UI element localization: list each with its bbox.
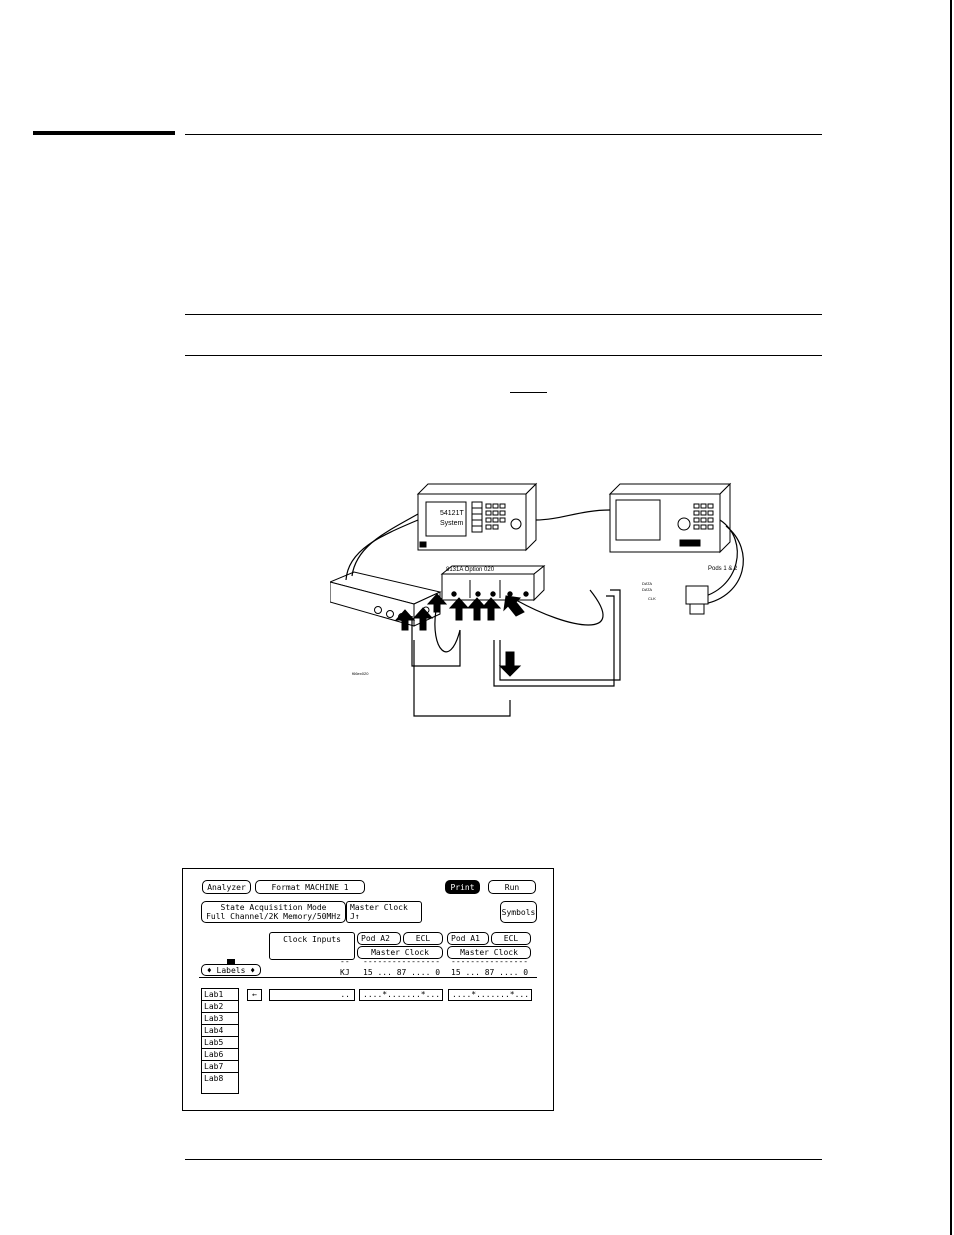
note-top-rule [185,314,822,315]
module-label: 8131A Option 020 [446,567,495,573]
acquisition-mode-button[interactable] [201,901,346,923]
pod-a1-button[interactable]: Pod A1 [447,932,489,945]
data-label: DATA [642,581,653,586]
probe-label: Pods 1 & 2 [708,566,738,572]
pod-a1-pattern-field[interactable]: ....*.......*... [448,989,532,1001]
overline-mark [510,392,547,393]
figure-code: f66ex020 [352,671,369,676]
kj-dashes: -- [340,957,350,966]
master-clock-a1-button[interactable]: Master Clock [447,946,531,959]
scope-mainframe [418,484,536,550]
label-item[interactable]: Lab2 [202,1001,238,1013]
label-item[interactable]: Lab1 [202,989,238,1001]
label-list [201,988,239,1094]
analyzer-mainframe [610,484,730,552]
labels-button[interactable]: ♦ Labels ♦ [201,964,261,976]
kj-header: KJ [340,968,350,977]
label-item[interactable]: Lab6 [202,1049,238,1061]
label-item[interactable]: Lab7 [202,1061,238,1073]
scope-label-line1: 54121T [440,510,464,517]
format-button[interactable]: Format MACHINE 1 [255,880,365,894]
pod-a2-pattern-field[interactable]: ....*.......*... [359,989,443,1001]
acq-mode-line1: State Acquisition Mode [220,903,327,912]
master-clock-a2-button[interactable]: Master Clock [357,946,443,959]
a2-dashes: ---------------- [363,957,441,966]
analyzer-button[interactable]: Analyzer [202,880,251,894]
label-item[interactable]: Lab3 [202,1013,238,1025]
symbols-button[interactable]: Symbols [500,901,537,923]
clock-inputs-label: Clock Inputs [283,935,341,944]
section-tab-bar [33,131,175,135]
label-item[interactable]: Lab5 [202,1037,238,1049]
master-clock-title: Master Clock [350,903,408,912]
format-screen [182,868,554,1111]
setup-diagram-svg [330,480,770,720]
print-button[interactable]: Print [445,880,480,894]
ecl-a2-button[interactable]: ECL [403,932,443,945]
ecl-a1-button[interactable]: ECL [491,932,531,945]
probe-connector [686,586,708,614]
acq-mode-line2: Full Channel/2K Memory/50MHz [206,912,341,921]
setup-diagram [330,480,770,720]
header-separator [199,977,537,978]
data-bar-label: DATA [642,587,653,592]
polarity-arrow-button[interactable]: ← [247,989,262,1001]
note-bottom-rule [185,355,822,356]
a1-bits-header: 15 ... 87 .... 0 [451,968,529,977]
a2-bits-header: 15 ... 87 .... 0 [363,968,441,977]
section-top-rule [185,134,822,135]
clock-bits-field[interactable] [269,989,355,1001]
clock-bits-value: .. [340,990,350,999]
label-item[interactable]: Lab4 [202,1025,238,1037]
master-clock-button[interactable] [346,901,422,923]
page-right-border [950,0,952,1235]
clock-inputs-box [269,932,355,960]
master-clock-value: J↑ [350,912,360,921]
clk-label: CLK [648,596,656,601]
label-item[interactable]: Lab8 [204,1074,224,1083]
scope-label-line2: System [440,520,464,527]
run-button[interactable]: Run [488,880,536,894]
a1-dashes: ---------------- [451,957,529,966]
footer-rule [185,1159,822,1160]
pod-a2-button[interactable]: Pod A2 [357,932,401,945]
